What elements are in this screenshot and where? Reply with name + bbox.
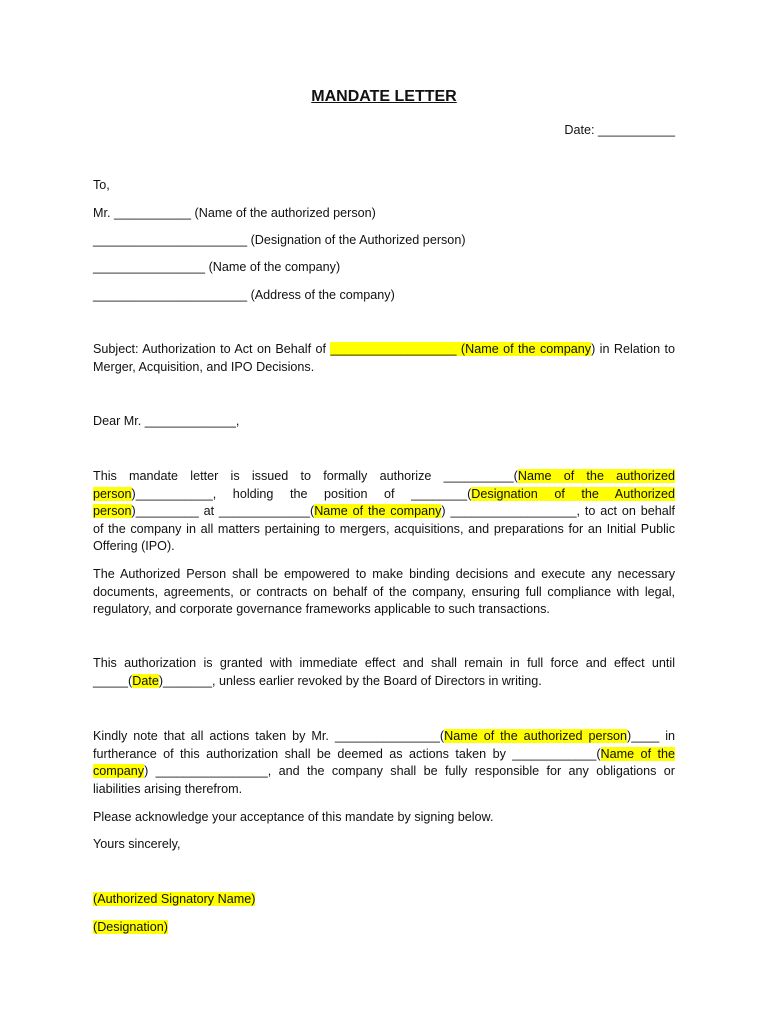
paragraph-text: ) ________________, and the company shall be fully responsible for any obligations or liabilities arising therefrom. — [93, 764, 675, 796]
authorized-person-highlight: Name of the authorized person — [93, 469, 675, 501]
powers-paragraph: The Authorized Person shall be empowered to make binding decisions and execute any necessary documents, agreements, or contracts on behalf of the company, ensuring full compliance with legal, regulatory, and corporate governance frameworks applicable to such transactions. — [93, 567, 675, 616]
date-line: Date: ___________ — [564, 123, 675, 137]
company-highlight: Name of the company — [93, 746, 675, 778]
signatory-name-highlight: (Authorized Signatory Name) — [93, 892, 256, 906]
authorized-person-highlight: Name of the authorized person — [444, 729, 627, 743]
paragraph-text: Kindly note that all actions taken by Mr. _______________( — [93, 729, 445, 743]
signatory-designation — [93, 919, 675, 937]
authorization-paragraph — [93, 468, 675, 556]
signatory-name — [93, 891, 675, 909]
subject-line — [93, 341, 675, 376]
designation-highlight: Designation of the Authorized person — [93, 486, 675, 518]
paragraph-text: )_______, unless earlier revoked by the Board of Directors in writing. — [158, 673, 542, 688]
paragraph-text: )_________ at _____________( — [131, 504, 315, 518]
paragraph-text: This authorization is granted with immediate effect and shall remain in full force and effect until _____( — [93, 656, 675, 688]
addressee-address: ______________________ (Address of the company) — [93, 288, 395, 302]
acknowledge-line: Please acknowledge your acceptance of this mandate by signing below. — [93, 810, 494, 824]
subject-text: Subject: Authorization to Act on Behalf of — [93, 342, 331, 356]
subject-text: ) in Relation to Merger, Acquisition, and IPO Decisions. — [93, 342, 676, 374]
addressee-name: Mr. ___________ (Name of the authorized person) — [93, 206, 376, 220]
responsibility-paragraph — [93, 728, 675, 798]
paragraph-text: )____ in furtherance of this authorization shall be deemed as actions taken by ____________( — [93, 729, 676, 761]
company-highlight: Name of the company — [314, 504, 442, 518]
to-line: To, — [93, 178, 110, 192]
signatory-designation-highlight: (Designation) — [93, 920, 168, 934]
paragraph-text: ) __________________, to act on behalf of the company in all matters pertaining to mergers, acquisitions, and preparations for an Initial Public Offering (IPO). — [93, 504, 676, 553]
closing-line: Yours sincerely, — [93, 837, 181, 851]
addressee-company: ________________ (Name of the company) — [93, 260, 341, 274]
paragraph-text: )___________, holding the position of ________( — [131, 486, 472, 501]
addressee-designation: ______________________ (Designation of the Authorized person) — [93, 233, 466, 247]
paragraph-text: This mandate letter is issued to formally authorize __________( — [93, 469, 518, 483]
date-highlight: Date — [132, 673, 159, 688]
validity-paragraph — [93, 655, 675, 690]
document-title: MANDATE LETTER — [311, 88, 457, 105]
subject-highlight: __________________ (Name of the company — [330, 342, 592, 356]
salutation: Dear Mr. _____________, — [93, 414, 240, 428]
